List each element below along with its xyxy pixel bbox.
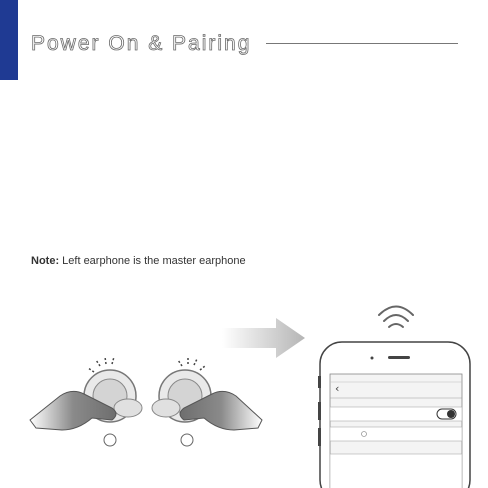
left-indicator bbox=[104, 434, 116, 446]
pairing-illustration bbox=[0, 290, 488, 488]
note-label: Note: bbox=[31, 255, 60, 267]
wifi-signal-icon bbox=[379, 307, 413, 328]
arrow-right-icon bbox=[222, 318, 305, 358]
toggle-icon bbox=[437, 409, 456, 419]
smartphone bbox=[318, 342, 470, 488]
page-title: Power On & Pairing bbox=[31, 32, 252, 55]
note-text bbox=[31, 255, 246, 267]
right-indicator bbox=[181, 434, 193, 446]
title-divider bbox=[266, 43, 458, 44]
section-tab bbox=[0, 0, 18, 80]
back-chevron-icon: ‹ bbox=[335, 382, 340, 395]
note-body: Left earphone is the master earphone bbox=[59, 255, 246, 267]
